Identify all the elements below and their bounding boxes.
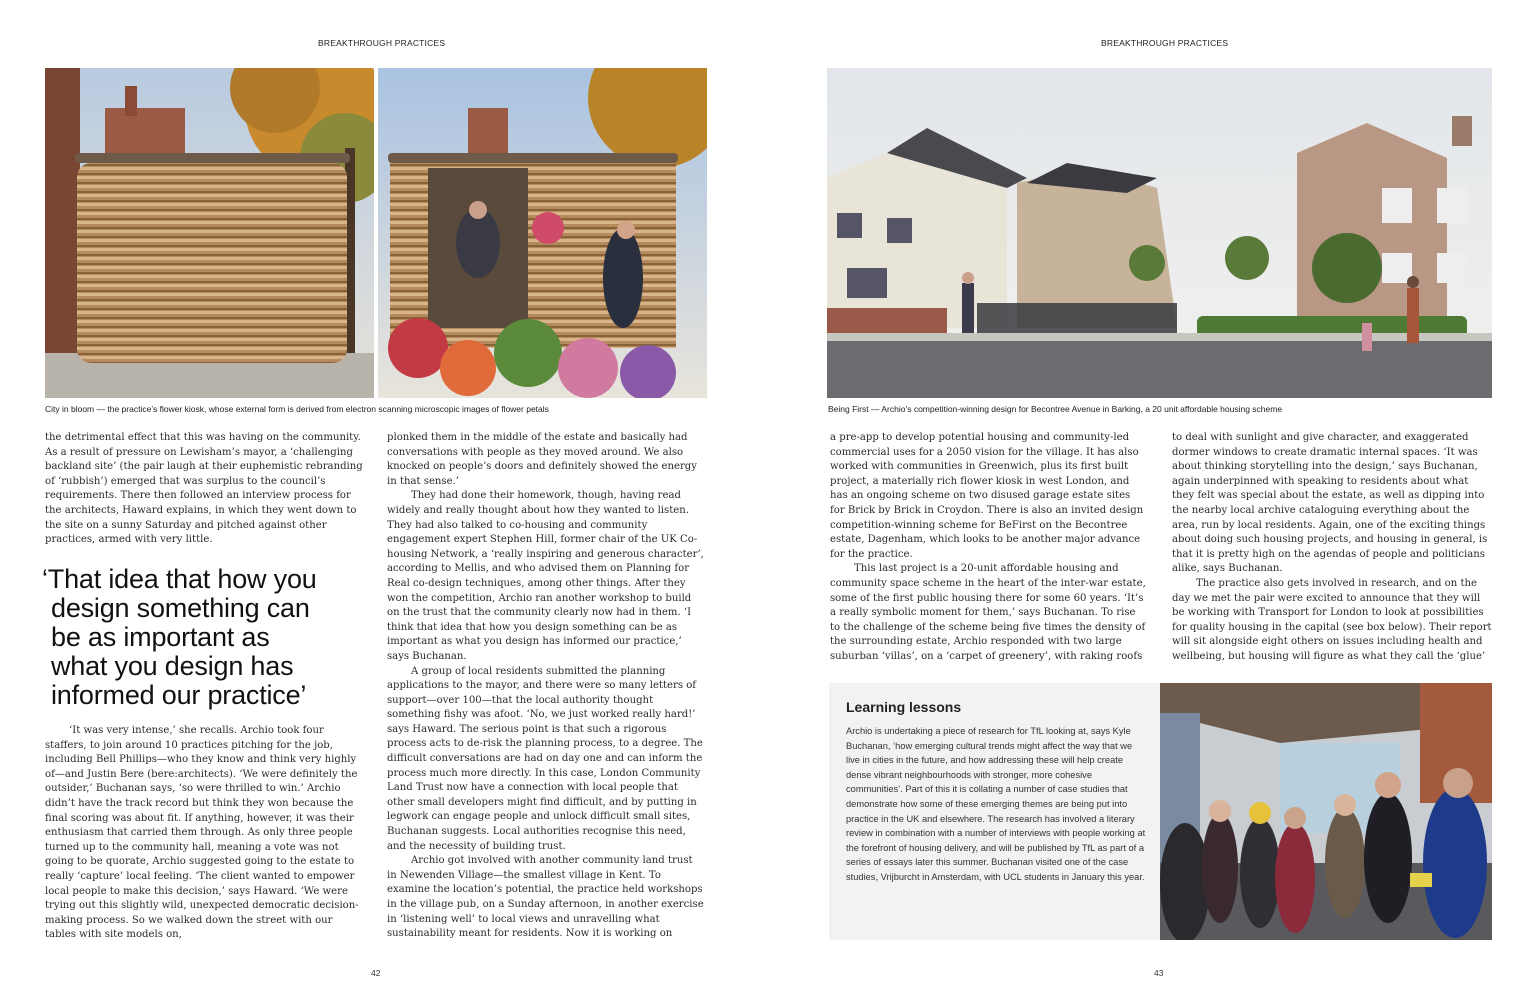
pull-quote-line: ‘That idea that how you: [42, 564, 317, 594]
sidebar-title: Learning lessons: [846, 699, 962, 715]
housing-render-image: [827, 68, 1492, 398]
paragraph: ‘It was very intense,’ she recalls. Archio took four staffers, to join around 10 practices pitching for the job, including Bell Phillips—who they know and think very highly of—and Justin Bere (bere:architects). ‘We were definitely the outsider,’ Buchanan says, ‘so were thrilled to win.’ Archio didn’t have the track record but think they won because the final scoring was about fit. If anything, however, it was their enthusiasm that carried them through. As only three people turned up to the community hall, meaning a vote was not going to be quorate, Archio suggested going to the estate to really ‘capture’ local feeling. ‘The client wanted to empower local people to make this decision,’ says Haward. ‘We were trying out this slightly wild, unexpected democratic decision-making process. So we walked down the street with our tables with site models on,: [45, 725, 359, 941]
paragraph: Archio got involved with another community land trust in Newenden Village—the smallest village in Kent. To examine the location’s potential, the practice held workshops in the village pub, on a Sunday afternoon, in another exercise in ‘listening well’ to local views and unravelling what sustainability meant for residents. Now it is working on: [387, 855, 704, 940]
paragraph: They had done their homework, though, having read widely and really thought about how they wanted to listen. They had also talked to co-housing and community engagement expert Stephen Hill, former chair of the UK Co-housing Network, a ‘really inspiring and generous character’, according to Mellis, and who advised them on Planning for Real co-design techniques, among other things. After they won the competition, Archio ran another workshop to build on the trust that the community clearly now had in them. ‘I think that idea that how you design something can be as important as what you design has informed our practice,’ says Buchanan.: [387, 490, 704, 662]
kiosk-exterior-photo: [45, 68, 374, 398]
right-page-number: 43: [1154, 968, 1164, 978]
column-1-bottom: [45, 724, 363, 943]
paragraph: The practice also gets involved in research, and on the day we met the pair were excited to announce that they will be working with Transport for London to look at possibilities for quality housing in the capital (see box below). Their report will sit alongside eight others on issues including health and wellbeing, but housing will figure as what they call the ‘glue’: [1172, 577, 1492, 662]
right-kicker: BREAKTHROUGH PRACTICES: [1101, 38, 1229, 48]
column-4: [1172, 431, 1492, 665]
sidebar-body: [846, 724, 1146, 885]
paragraph: plonked them in the middle of the estate and basically had conversations with people as they moved around. We also knocked on people’s doors and definitely showed the energy in that sense.’: [387, 432, 697, 487]
pull-quote-line: what you design has: [51, 651, 294, 681]
column-1-top: [45, 431, 363, 548]
paragraph: Archio is undertaking a piece of research for TfL looking at, says Kyle Buchanan, ‘how emerging cultural trends might affect the way that we live in cities in the future, and how addressing these will help create dense vibrant neighbourhoods with stronger, more cohesive communities’. Part of this it is collating a number of case studies that demonstrate how some of these emerging themes are being put into practice in the UK and elsewhere. The research has involved a literary review in combination with a number of interviews with people working at the forefront of housing delivery, and will be published by TfL as part of a series of essays later this summer. Buchanan visited one of the case studies, Vrijburcht in Amsterdam, with UCL students in January this year.: [846, 726, 1146, 882]
pull-quote-line: be as important as: [51, 622, 270, 652]
group-visit-photo: [1160, 683, 1492, 940]
paragraph: A group of local residents submitted the planning applications to the mayor, and there were so many letters of support—over 100—that the local authority thought something fishy was afoot. ‘No, we just worked really hard!’ says Haward. The serious point is that such a rigorous process acts to de-risk the planning process, to a degree. The difficult conversations are had on day one and can inform the process much more directly. In this case, London Community Land Trust now have a connection with local people that other small developers might find difficult, and by putting in legwork can engage people and unlock difficult small sites, Buchanan suggests. Local authorities recognise this need, and the necessity of building trust.: [387, 665, 703, 852]
left-caption: City in bloom — the practice’s flower kiosk, whose external form is derived from electron scanning microscopic images of flower petals: [45, 404, 549, 414]
left-kicker: BREAKTHROUGH PRACTICES: [318, 38, 446, 48]
right-caption: Being First — Archio’s competition-winning design for Becontree Avenue in Barking, a 20 unit affordable housing scheme: [828, 404, 1283, 414]
paragraph: to deal with sunlight and give character, and exaggerated dormer windows to create dramatic internal spaces. ‘It was about thinking storytelling into the design,’ says Buchanan, again underpinned with speaking to residents about what they felt was special about the estate, as well as dipping into the nearby local archive cataloguing everything about the area, run by local residents. Again, one of the exciting things about doing such housing projects, and housing in general, is that it is pretty high on the agendas of people and politicians alike, says Buchanan.: [1172, 432, 1488, 575]
column-3: [830, 431, 1148, 665]
left-page-number: 42: [371, 968, 381, 978]
pull-quote-line: design something can: [51, 593, 310, 623]
kiosk-open-photo: [378, 68, 707, 398]
column-2: [387, 431, 705, 942]
paragraph: This last project is a 20-unit affordable housing and community space scheme in the heart of the inter-war estate, some of the first public housing there for some 60 years. ‘It’s a really symbolic moment for them,’ says Buchanan. To rise to the challenge of the scheme being five times the density of the surrounding estate, Archio responded with two large suburban ‘villas’, on a ‘carpet of greenery’, with raking roofs: [830, 563, 1146, 662]
paragraph: a pre-app to develop potential housing and community-led commercial uses for a 2050 vision for the village. It has also worked with communities in Greenwich, plus its first built project, a materially rich flower kiosk in west London, and has an ongoing scheme on two disused garage estate sites for Brick by Brick in Croydon. There is also an invited design competition-winning scheme for BeFirst on the Becontree estate, Dagenham, which looks to be another major advance for the practice.: [830, 432, 1144, 560]
pull-quote-line: informed our practice’: [51, 680, 307, 710]
paragraph: the detrimental effect that this was having on the community. As a result of pressure on Lewisham’s mayor, a ‘challenging backland site’ (the pair laugh at their euphemistic rebranding of ‘rubbish’) emerged that was surplus to the council’s requirements. There then followed an interview process for the architects, Haward explains, in which they went down to the site on a sunny Saturday and pitched against other practices, armed with very little.: [45, 432, 363, 546]
pull-quote: [42, 565, 372, 710]
learning-lessons-box: [829, 683, 1160, 940]
